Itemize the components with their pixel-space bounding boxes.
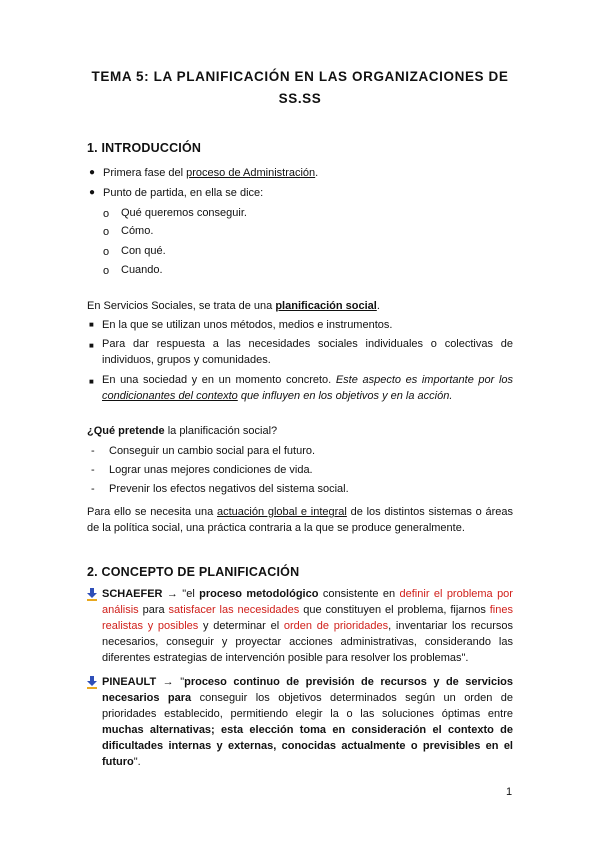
bullet-dot-icon: ● <box>89 167 96 178</box>
dash-item: Conseguir un cambio social para el futuro. <box>109 445 316 457</box>
down-arrow-icon <box>86 676 98 689</box>
dash-bullet-icon: - <box>91 445 95 457</box>
sub-bullet-item: Con qué. <box>121 245 166 257</box>
square-bullet-icon: ■ <box>89 377 94 386</box>
circle-bullet-icon: o <box>103 226 110 238</box>
section-2-heading: 2. CONCEPTO DE PLANIFICACIÓN <box>87 565 300 579</box>
sub-bullet-item: Cuando. <box>121 264 163 276</box>
bullet-item: Primera fase del proceso de Administración. <box>103 167 319 179</box>
title-line-1: TEMA 5: LA PLANIFICACIÓN EN LAS ORGANIZACIONES DE <box>91 69 509 84</box>
dash-item: Prevenir los efectos negativos del sistema social. <box>109 483 349 495</box>
bullet-item: Punto de partida, en ella se dice: <box>103 187 264 199</box>
title-line-2: SS.SS <box>278 91 322 106</box>
sub-bullet-item: Qué queremos conseguir. <box>121 207 247 219</box>
intro-paragraph: En Servicios Sociales, se trata de una planificación social. <box>87 300 380 312</box>
schaefer-definition: SCHAEFER → "el proceso metodológico consistente en definir el problema por análisis para satisfacer las necesidades que constituyen el problema, fijarnos fines realistas y posibles y determinar el orden de prioridades, inventariar los recursos necesarios, conseguir y proyectar acciones administrativas, considerando las diferentes estrategias de intervención posible para resolver los problemas". <box>102 588 513 664</box>
dash-bullet-icon: - <box>91 483 95 495</box>
question-line: ¿Qué pretende la planificación social? <box>87 425 278 437</box>
bullet-dot-icon: ● <box>89 187 96 198</box>
dash-item: Lograr unas mejores condiciones de vida. <box>109 464 313 476</box>
sub-bullet-item: Cómo. <box>121 225 154 237</box>
dash-bullet-icon: - <box>91 464 95 476</box>
down-arrow-icon <box>86 588 98 601</box>
pineault-definition: PINEAULT → "proceso continuo de previsión de recursos y de servicios necesarios para conseguir los objetivos determinados según un orden de prioridades establecido, permitiendo elegir la o las soluciones óptimas entre muchas alternativas; esta elección toma en consideración el contexto de dificultades internas y externas, conocidas actualmente o previsibles en el futuro". <box>102 676 513 768</box>
circle-bullet-icon: o <box>103 208 110 220</box>
square-bullet-item: En la que se utilizan unos métodos, medios e instrumentos. <box>102 319 393 331</box>
square-bullet-icon: ■ <box>89 320 94 329</box>
square-bullet-item: En una sociedad y en un momento concreto. Este aspecto es importante por los condicionantes del contexto que influyen en los objetivos y en la acción. <box>102 374 514 402</box>
page-number: 1 <box>506 786 513 798</box>
circle-bullet-icon: o <box>103 265 110 277</box>
square-bullet-icon: ■ <box>89 341 94 350</box>
closing-paragraph: Para ello se necesita una actuación global e integral de los distintos sistemas o áreas de la política social, una práctica contraria a la que se produce generalmente. <box>87 506 513 534</box>
section-1-heading: 1. INTRODUCCIÓN <box>87 141 202 155</box>
square-bullet-item: Para dar respuesta a las necesidades sociales individuales o colectivas de individuos, grupos y comunidades. <box>102 338 513 366</box>
circle-bullet-icon: o <box>103 246 110 258</box>
document-title <box>80 66 520 110</box>
